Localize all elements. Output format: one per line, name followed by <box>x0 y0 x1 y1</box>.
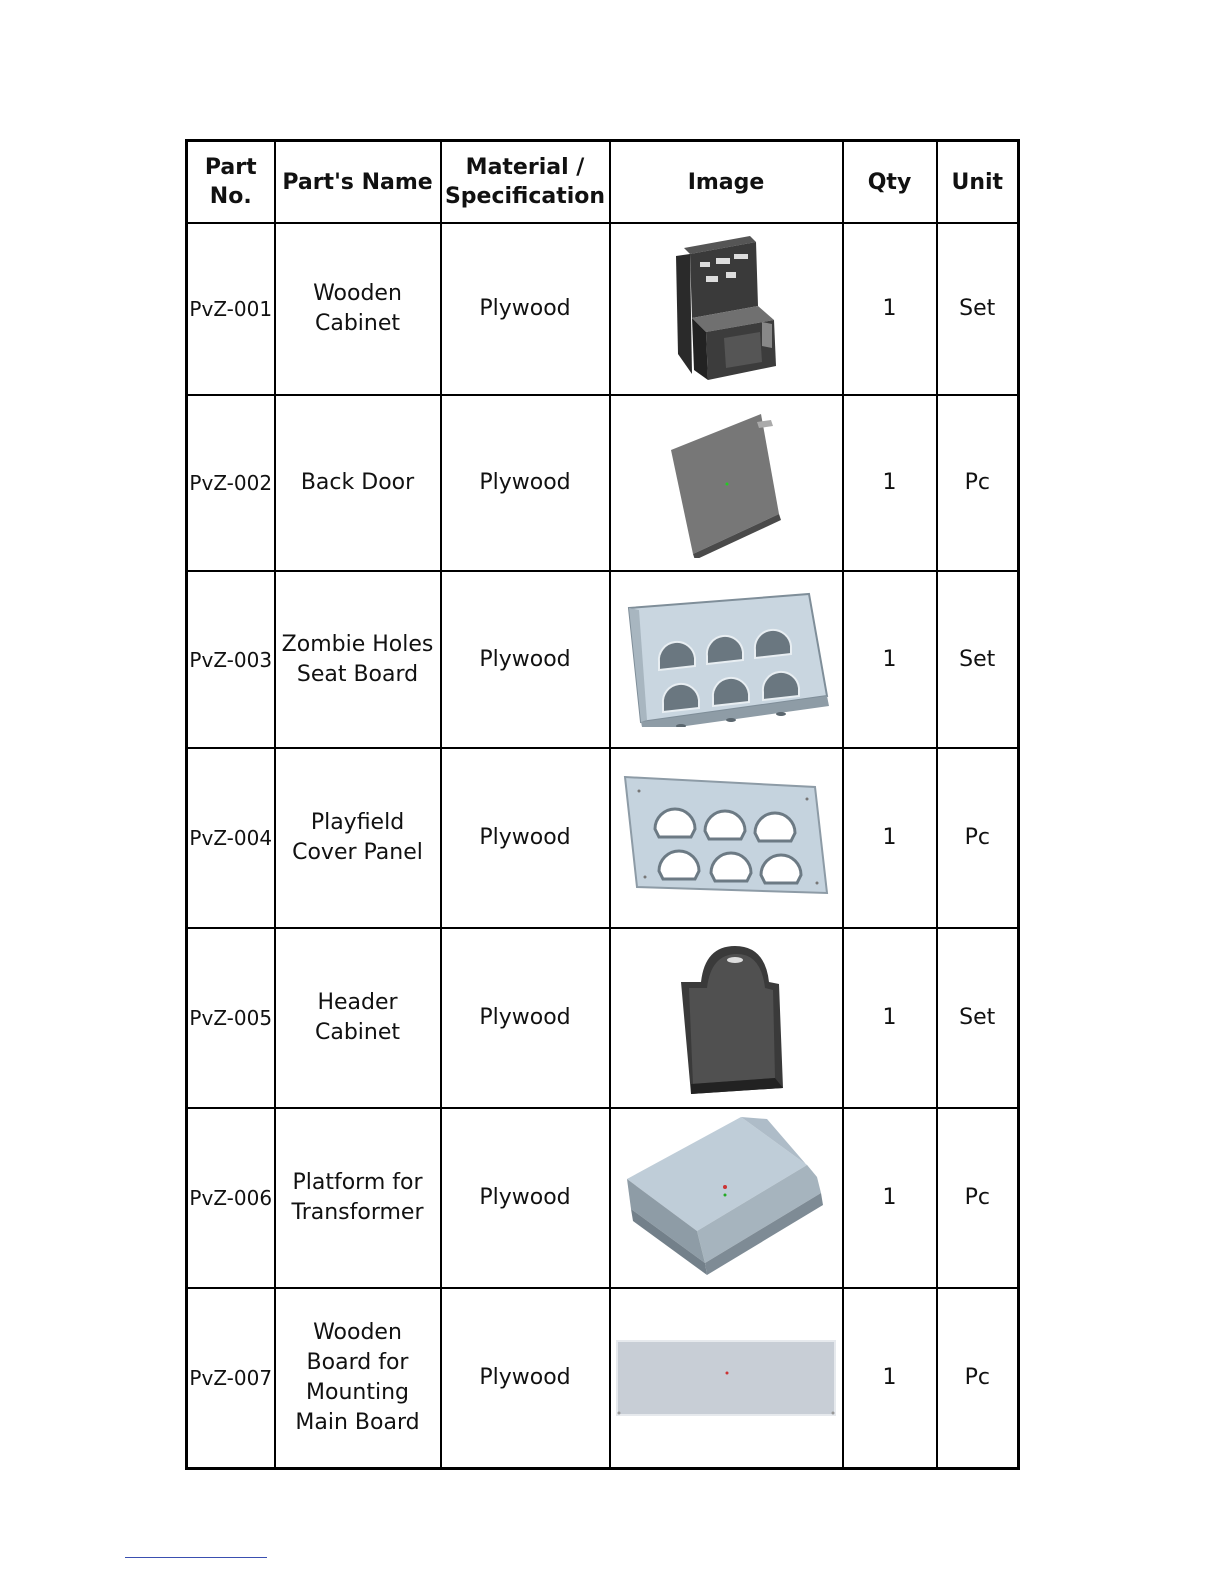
unit-cell: Set <box>937 223 1019 395</box>
parts-table <box>185 139 1020 1470</box>
qty-cell: 1 <box>843 395 937 571</box>
header-part-no: Part No. <box>187 141 275 224</box>
part-no-cell: PvZ-005 <box>187 928 275 1108</box>
unit-cell: Set <box>937 571 1019 748</box>
material-cell: Plywood <box>441 748 610 928</box>
table-row <box>187 1108 1019 1288</box>
qty-cell: 1 <box>843 928 937 1108</box>
part-name-cell: Zombie Holes Seat Board <box>275 571 441 748</box>
material-cell: Plywood <box>441 223 610 395</box>
back-door-panel-render-icon <box>661 408 791 558</box>
qty-cell: 1 <box>843 748 937 928</box>
part-no-cell: PvZ-004 <box>187 748 275 928</box>
part-name-cell: Platform for Transformer <box>275 1108 441 1288</box>
table-row <box>187 223 1019 395</box>
part-name-cell: Wooden Cabinet <box>275 223 441 395</box>
header-row <box>187 141 1019 224</box>
part-no-cell: PvZ-003 <box>187 571 275 748</box>
qty-cell: 1 <box>843 1288 937 1468</box>
image-cell <box>610 395 843 571</box>
qty-cell: 1 <box>843 571 937 748</box>
unit-cell: Set <box>937 928 1019 1108</box>
table-row <box>187 571 1019 748</box>
part-name-cell: Header Cabinet <box>275 928 441 1108</box>
part-no-cell: PvZ-001 <box>187 223 275 395</box>
part-name-cell: Playfield Cover Panel <box>275 748 441 928</box>
qty-cell: 1 <box>843 1108 937 1288</box>
part-name-cell: Back Door <box>275 395 441 571</box>
qty-cell: 1 <box>843 223 937 395</box>
part-no-cell: PvZ-007 <box>187 1288 275 1468</box>
unit-cell: Pc <box>937 1288 1019 1468</box>
material-cell: Plywood <box>441 395 610 571</box>
header-unit: Unit <box>937 141 1019 224</box>
header-part-name: Part's Name <box>275 141 441 224</box>
image-cell <box>610 571 843 748</box>
material-cell: Plywood <box>441 571 610 748</box>
image-cell <box>610 1288 843 1468</box>
material-cell: Plywood <box>441 1288 610 1468</box>
unit-cell: Pc <box>937 1108 1019 1288</box>
image-cell <box>610 1108 843 1288</box>
part-no-cell: PvZ-006 <box>187 1108 275 1288</box>
table-row <box>187 395 1019 571</box>
mounting-board-render-icon <box>615 1339 837 1417</box>
part-name-cell: Wooden Board for Mounting Main Board <box>275 1288 441 1468</box>
table-row <box>187 748 1019 928</box>
part-no-cell: PvZ-002 <box>187 395 275 571</box>
table-row <box>187 1288 1019 1468</box>
unit-cell: Pc <box>937 395 1019 571</box>
material-cell: Plywood <box>441 928 610 1108</box>
image-cell <box>610 928 843 1108</box>
header-qty: Qty <box>843 141 937 224</box>
header-material: Material / Specification <box>441 141 610 224</box>
header-image: Image <box>610 141 843 224</box>
unit-cell: Pc <box>937 748 1019 928</box>
material-cell: Plywood <box>441 1108 610 1288</box>
platform-render-icon <box>621 1113 831 1283</box>
seat-board-render-icon <box>621 592 831 727</box>
footnote-separator <box>125 1557 267 1558</box>
image-cell <box>610 748 843 928</box>
table-row <box>187 928 1019 1108</box>
image-cell <box>610 223 843 395</box>
wooden-cabinet-render-icon <box>666 234 786 384</box>
header-cabinet-render-icon <box>661 938 791 1098</box>
cover-panel-render-icon <box>621 773 831 903</box>
